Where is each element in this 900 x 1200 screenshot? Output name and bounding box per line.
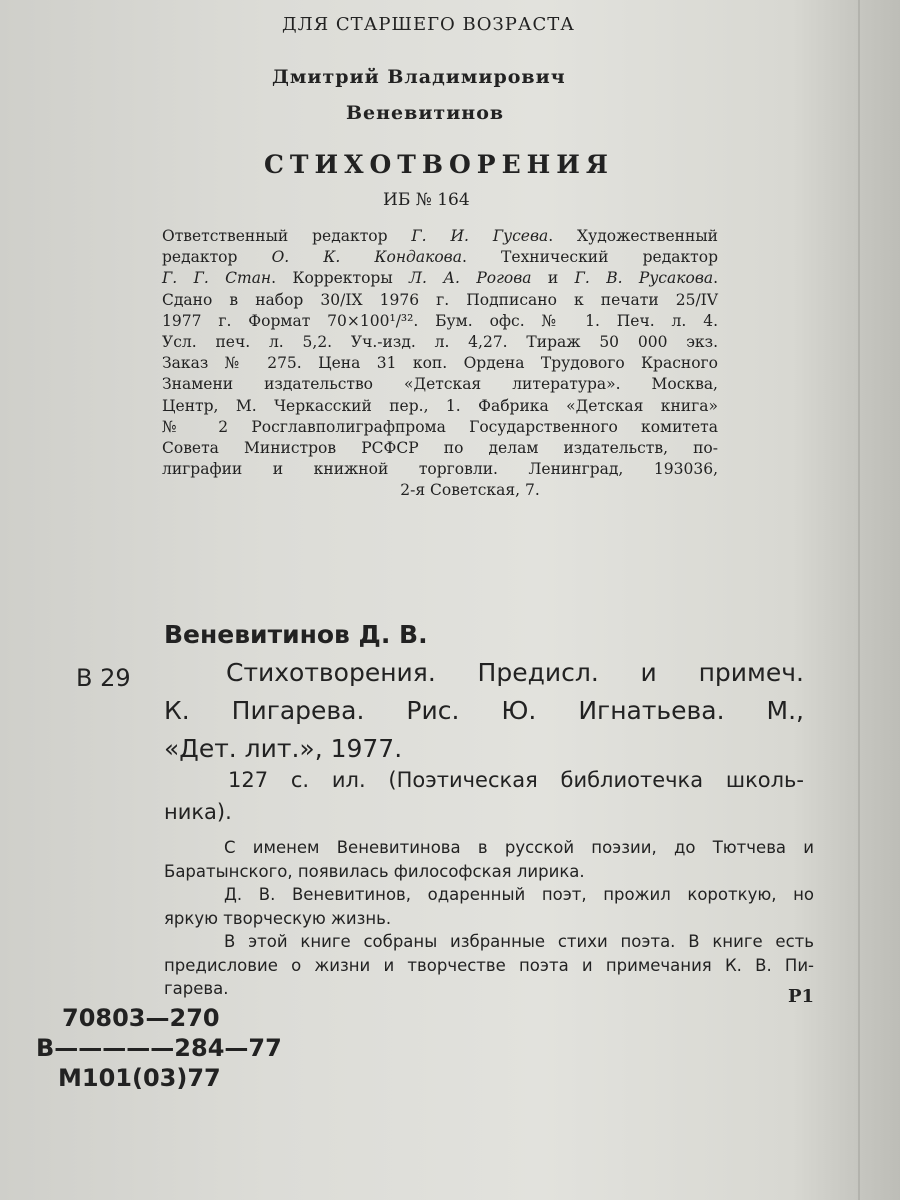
classification-index: Р1 — [788, 986, 815, 1007]
imprint-line: Знамени издательство «Детская литература». Москва, — [162, 375, 718, 394]
catalog-card-heading: Веневитинов Д. В. — [164, 620, 428, 649]
pagination-note — [164, 764, 804, 828]
page-edge — [858, 0, 860, 1200]
catalog-description — [164, 654, 804, 768]
pagination-line: ника). — [164, 800, 232, 824]
author-surname: Веневитинов — [346, 102, 505, 124]
call-number: В 29 — [76, 664, 131, 692]
imprint-block — [162, 226, 718, 501]
pagination-line: 127 с. ил. (Поэтическая библиотечка школь- — [228, 768, 804, 792]
annotation-line: Д. В. Веневитинов, одаренный поэт, прожил короткую, но — [224, 885, 814, 904]
imprint-line: 1977 г. Формат 70×100¹/³². Бум. офс. № 1. Печ. л. 4. — [162, 311, 718, 330]
description-line: Стихотворения. Предисл. и примеч. — [226, 658, 804, 687]
imprint-line: Центр, М. Черкасский пер., 1. Фабрика «Детская книга» — [162, 396, 718, 415]
imprint-line: Заказ № 275. Цена 31 коп. Ордена Трудового Красного — [162, 354, 718, 373]
series-label: ДЛЯ СТАРШЕГО ВОЗРАСТА — [282, 14, 575, 35]
catalog-code-line: 70803—270 — [62, 1004, 220, 1032]
imprint-line: Ответственный редактор Г. И. Гусева. Художественный — [162, 227, 718, 245]
imprint-line: Г. Г. Стан. Корректоры Л. А. Рогова и Г. В. Русакова. — [162, 269, 719, 288]
annotation-line: С именем Веневитинова в русской поэзии, до Тютчева и — [224, 838, 814, 857]
imprint-line: № 2 Росглавполиграфпрома Государственного комитета — [162, 417, 718, 436]
annotation-line: В этой книге собраны избранные стихи поэта. В книге есть — [224, 932, 814, 951]
imprint-line: лиграфии и книжной торговли. Ленинград, 193036, — [162, 460, 718, 479]
imprint-line: Сдано в набор 30/IX 1976 г. Подписано к печати 25/IV — [162, 290, 718, 309]
description-line: «Дет. лит.», 1977. — [164, 734, 403, 763]
catalog-code-line: М101(03)77 — [58, 1064, 221, 1092]
imprint-line: редактор О. К. Кондакова. Технический редактор — [162, 248, 718, 267]
author-name: Дмитрий Владимирович — [272, 66, 566, 88]
annotation-line: Баратынского, появилась философская лирика. — [164, 861, 585, 881]
imprint-line: Усл. печ. л. 5,2. Уч.-изд. л. 4,27. Тираж 50 000 экз. — [162, 332, 718, 351]
imprint-line: 2-я Советская, 7. — [400, 481, 540, 500]
book-title: СТИХОТВОРЕНИЯ — [264, 150, 614, 179]
ib-number: ИБ № 164 — [383, 190, 470, 210]
annotation-line: яркую творческую жизнь. — [164, 908, 392, 928]
annotation-line: гарева. — [164, 979, 229, 998]
annotation-block — [164, 836, 814, 1001]
description-line: К. Пигарева. Рис. Ю. Игнатьева. М., — [164, 696, 804, 725]
imprint-line: Совета Министров РСФСР по делам издательств, по- — [162, 438, 718, 457]
annotation-line: предисловие о жизни и творчестве поэта и примечания К. В. Пи- — [164, 955, 814, 975]
catalog-code-line: В—————284—77 — [36, 1034, 282, 1062]
